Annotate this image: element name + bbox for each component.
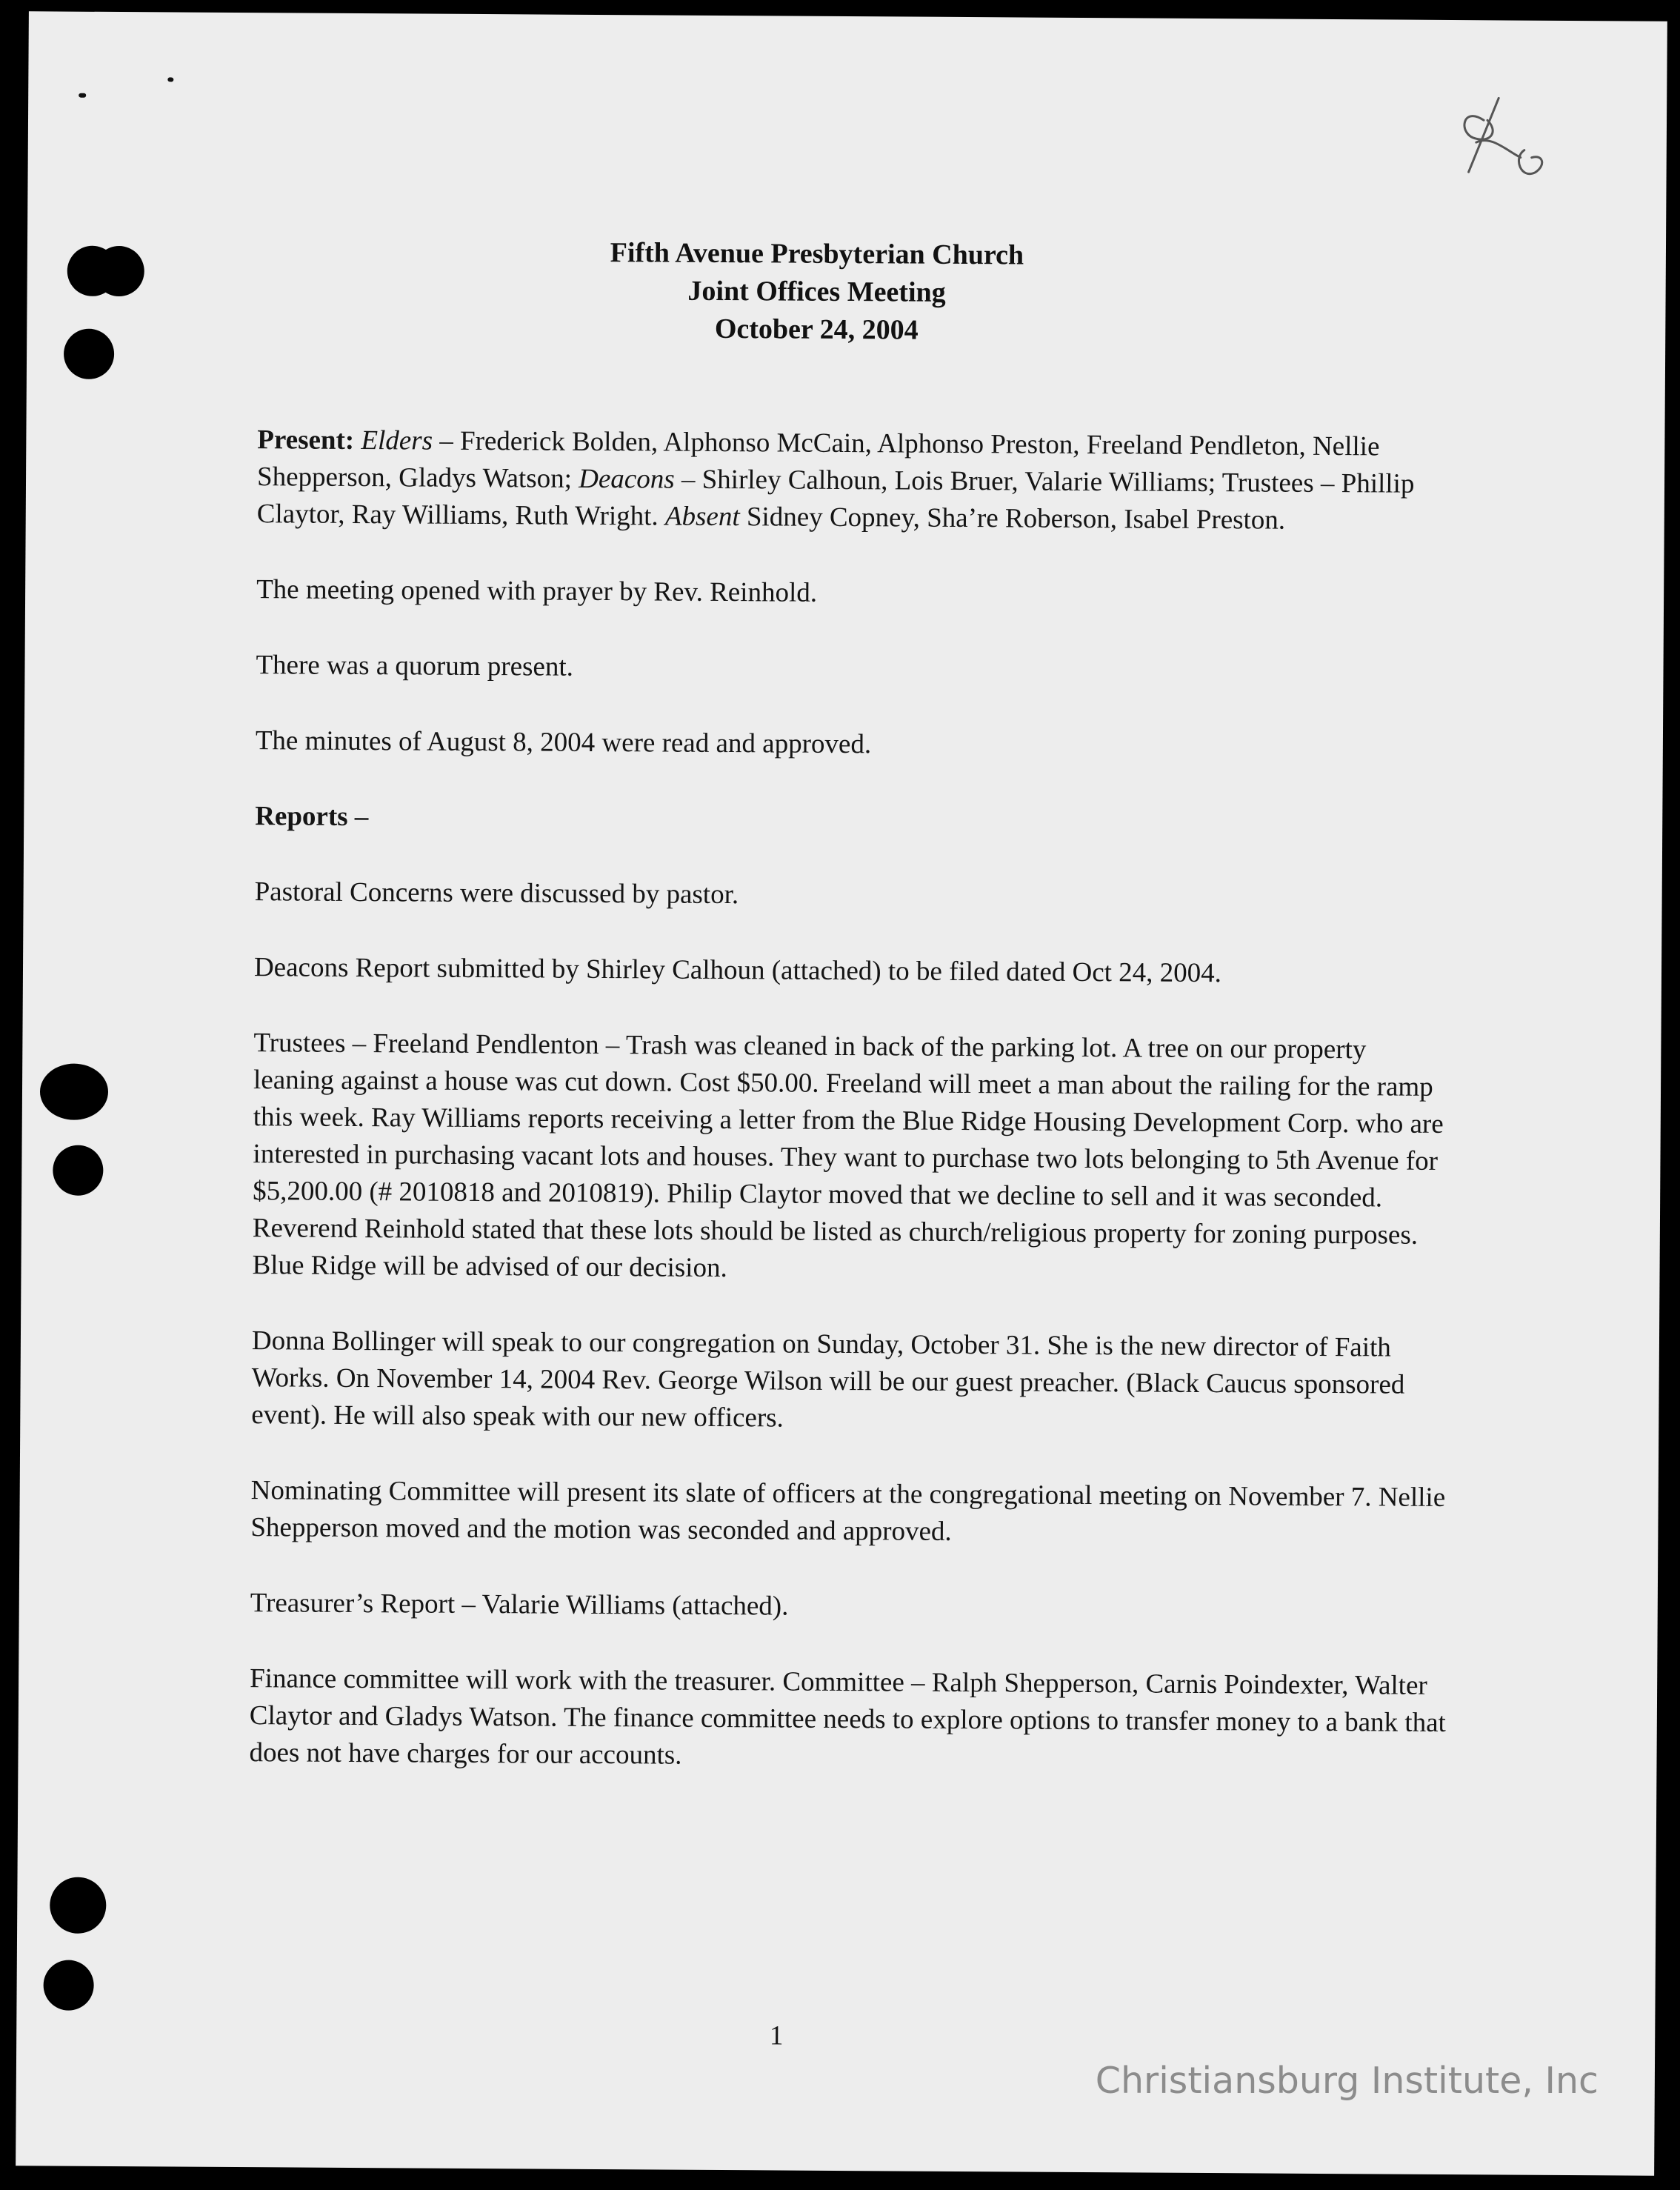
trustees-paragraph: Trustees – Freeland Pendlenton – Trash was cleaned in back of the parking lot. A tree on our property leaning against a house was cut down. Cost $50.00. Freeland will meet a man about the railing for the ramp this week. Ray Williams reports receiving a letter from the Blue Ridge Housing Development Corp. who are interested in purchasing vacant lots and houses. They want to purchase two lots belonging to 5th Avenue for $5,200.00 (# 2010818 and 2010819). Philip Claytor moved that we decline to sell and it was seconded. Reverend Reinhold stated that these lots should be listed as church/religious property for zoning purposes. Blue Ridge will be advised of our decision. bbox=[252, 1028, 1444, 1284]
elders-list: – Frederick Bolden, Alphonso McCain, Alphonso Preston, Freeland Pendleton, Nellie Shepperson, Gladys Watson; bbox=[256, 425, 1380, 494]
scan-speck bbox=[79, 93, 86, 98]
minutes-body bbox=[249, 422, 1457, 1817]
finance-paragraph: Finance committee will work with the treasurer. Committee – Ralph Shepperson, Carnis Poindexter, Walter Claytor and Gladys Watson. The finance committee needs to explore options to transfer money to a bank that does not have charges for our accounts. bbox=[249, 1663, 1446, 1771]
present-label: Present: bbox=[257, 425, 355, 456]
speaker-paragraph: Donna Bollinger will speak to our congregation on Sunday, October 31. She is the new director of Faith Works. On November 14, 2004 Rev. George Wilson will be our guest preacher. (Black Caucus sponsored event). He will also speak with our new officers. bbox=[251, 1325, 1405, 1434]
opening-paragraph: The meeting opened with prayer by Rev. Reinhold. bbox=[256, 574, 818, 608]
church-name: Fifth Avenue Presbyterian Church bbox=[610, 237, 1024, 271]
reports-heading: Reports – bbox=[255, 801, 369, 833]
nominating-paragraph: Nominating Committee will present its slate of officers at the congregational meeting on November 7. Nellie Shepperson moved and the motion was seconded and approved. bbox=[250, 1475, 1446, 1547]
punch-hole bbox=[40, 1063, 108, 1120]
deacons-report-paragraph: Deacons Report submitted by Shirley Calhoun (attached) to be filed dated Oct 24, 2004. bbox=[253, 952, 1222, 989]
document-page bbox=[16, 11, 1667, 2175]
absent-list: Sidney Copney, Sha’re Roberson, Isabel Preston. bbox=[746, 502, 1286, 536]
punch-hole bbox=[53, 1145, 103, 1195]
document-title-block bbox=[27, 230, 1666, 354]
handwritten-notation-mark bbox=[1453, 90, 1565, 202]
punch-hole bbox=[50, 1877, 106, 1933]
meeting-title: Joint Offices Meeting bbox=[687, 275, 946, 308]
attendance-paragraph bbox=[257, 422, 1458, 540]
meeting-date: October 24, 2004 bbox=[714, 313, 919, 346]
treasurer-paragraph: Treasurer’s Report – Valarie Williams (attached). bbox=[250, 1588, 789, 1622]
page-number: 1 bbox=[769, 2020, 784, 2051]
absent-label: Absent bbox=[664, 501, 740, 533]
archive-watermark: Christiansburg Institute, Inc bbox=[1095, 2060, 1599, 2102]
scan-speck bbox=[167, 77, 173, 81]
minutes-paragraph: The minutes of August 8, 2004 were read and approved. bbox=[255, 725, 872, 760]
punch-hole bbox=[43, 1960, 93, 2010]
deacons-label: Deacons bbox=[579, 463, 675, 495]
elders-label: Elders bbox=[361, 425, 433, 456]
deacons-trustees-list: – Shirley Calhoun, Lois Bruer, Valarie Williams; Trustees – Phillip Claytor, Ray Williams, Ruth Wright. bbox=[256, 464, 1415, 532]
pastoral-paragraph: Pastoral Concerns were discussed by pastor. bbox=[254, 876, 739, 911]
quorum-paragraph: There was a quorum present. bbox=[256, 650, 574, 682]
